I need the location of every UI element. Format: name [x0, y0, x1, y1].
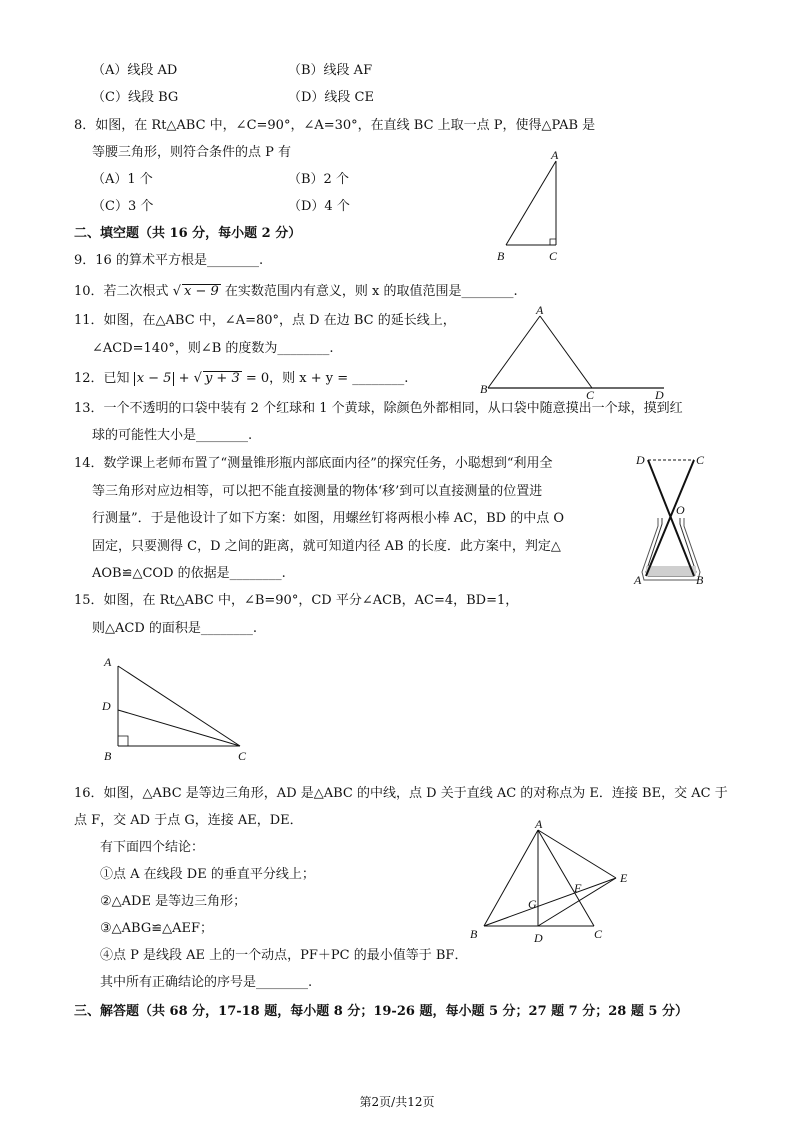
q14-label-d: D [636, 453, 645, 467]
q16-segment-ae [538, 830, 616, 878]
q12-prefix: 12．已知 [74, 371, 130, 386]
q8-label-a: A [551, 148, 559, 162]
section2-heading: 二、填空题（共 16 分，每小题 2 分） [74, 226, 302, 241]
q10-radicand: x − 9 [183, 284, 219, 299]
q15-line1: 15．如图，在 Rt△ABC 中，∠B=90°，CD 平分∠ACB，AC=4，BD=1， [74, 593, 519, 608]
q14-label-c: C [696, 453, 705, 467]
q16-conclusion-3: ③△ABG≌△AEF； [100, 921, 214, 936]
q15-segment-cd [118, 710, 240, 746]
q11-label-d: D [655, 388, 664, 402]
q14-line3: 行测量”．于是他设计了如下方案：如图，用螺丝钉将两根小棒 AC，BD 的中点 O [92, 511, 565, 526]
q16-label-a: A [535, 818, 543, 831]
q16-label-b: B [470, 927, 478, 941]
q8-line1: 8．如图，在 Rt△ABC 中，∠C=90°，∠A=30°，在直线 BC 上取一点 P，使得△PAB 是 [74, 118, 596, 133]
q11-side-ab [488, 316, 540, 388]
q10-suffix: 在实数范围内有意义，则 x 的取值范围是________. [224, 284, 518, 299]
q12-text [74, 370, 408, 388]
q12-radical: √ y + 3 [193, 371, 240, 386]
q10-text [74, 283, 518, 301]
q7-option-b: （B）线段 AF [288, 63, 373, 78]
q7-option-c: （C）线段 BG [92, 90, 179, 105]
q11-label-a: A [536, 303, 544, 317]
q16-label-d: D [534, 931, 543, 945]
q8-option-c: （C）3 个 [92, 199, 154, 214]
page-footer: 第2页/共12页 [359, 1095, 435, 1109]
q14-label-b: B [696, 573, 704, 587]
q7-option-d: （D）线段 CE [288, 90, 374, 105]
q8-label-b: B [497, 249, 505, 263]
q8-option-d: （D）4 个 [288, 199, 350, 214]
q16-label-f: F [574, 881, 582, 895]
q11-label-c: C [586, 388, 595, 402]
q16-line1: 16．如图，△ABC 是等边三角形，AD 是△ABC 的中线，点 D 关于直线 AC 的对称点为 E．连接 BE，交 AC 于 [74, 786, 728, 801]
q16-label-c: C [594, 927, 603, 941]
q13-line1: 13．一个不透明的口袋中装有 2 个红球和 1 个黄球，除颜色外都相同，从口袋中随意摸出一个球，摸到红 [74, 401, 683, 416]
q9-text: 9．16 的算术平方根是________. [74, 253, 264, 268]
q16-figure [464, 818, 644, 948]
q16-label-e: E [620, 871, 628, 885]
q14-line5: AOB≌△COD 的依据是________. [92, 566, 286, 581]
q8-figure [490, 145, 570, 265]
q16-conclusion-4: ④点 P 是线段 AE 上的一个动点，PF＋PC 的最小值等于 BF． [100, 948, 468, 963]
q15-label-d: D [102, 699, 111, 713]
q8-line2: 等腰三角形，则符合条件的点 P 有 [92, 145, 292, 160]
q16-side-ab [484, 830, 538, 926]
q15-side-ac [118, 666, 240, 746]
q15-line2: 则△ACD 的面积是________. [92, 621, 258, 636]
q11-side-ac [540, 316, 592, 388]
q12-plus: + [178, 371, 190, 386]
q15-label-a: A [104, 655, 112, 669]
q10-prefix: 10．若二次根式 [74, 284, 169, 299]
q16-intro: 有下面四个结论： [100, 840, 205, 855]
q12-equation: = 0，则 x + y = [245, 371, 349, 386]
q13-line2: 球的可能性大小是________. [92, 428, 253, 443]
q12-radicand: y + 3 [204, 371, 240, 386]
q14-label-o: O [676, 503, 685, 517]
q14-label-a: A [634, 573, 642, 587]
section3-heading: 三、解答题（共 68 分，17-18 题，每小题 8 分；19-26 题，每小题 5 分；27 题 7 分；28 题 5 分） [74, 1004, 688, 1019]
q12-abs-value: x − 5 [134, 372, 175, 386]
q8-label-c: C [549, 249, 558, 263]
q11-line2: ∠ACD=140°，则∠B 的度数为________. [92, 341, 334, 356]
q12-suffix: ________. [352, 371, 409, 386]
q14-line4: 固定，只要测得 C，D 之间的距离，就可知道内径 AB 的长度．此方案中，判定△ [92, 539, 561, 554]
q15-right-angle-mark [118, 736, 128, 746]
q10-radical: √ x − 9 [172, 284, 219, 299]
q15-label-b: B [104, 749, 112, 763]
q14-figure [632, 448, 722, 590]
q11-line1: 11．如图，在△ABC 中，∠A=80°，点 D 在边 BC 的延长线上， [74, 313, 456, 328]
q16-conclusion-1: ①点 A 在线段 DE 的垂直平分线上； [100, 867, 315, 882]
q16-question: 其中所有正确结论的序号是________. [100, 975, 313, 990]
q15-label-c: C [238, 749, 247, 763]
q8-option-b: （B）2 个 [288, 172, 349, 187]
q11-label-b: B [480, 382, 488, 396]
q14-flask-bottom [646, 566, 696, 576]
q16-side-ac [538, 830, 594, 926]
q11-figure [478, 302, 670, 402]
q8-side-ab [506, 161, 556, 245]
q16-line2: 点 F，交 AD 于点 G，连接 AE，DE． [74, 813, 303, 828]
q14-line1: 14．数学课上老师布置了“测量锥形瓶内部底面内径”的探究任务，小聪想到“利用全 [74, 456, 553, 471]
q15-figure [98, 652, 258, 768]
q8-right-angle-mark [550, 239, 556, 245]
q16-conclusion-2: ②△ADE 是等边三角形； [100, 894, 247, 909]
q16-label-g: G [528, 897, 537, 911]
q14-line2: 等三角形对应边相等，可以把不能直接测量的物体‘移’到可以直接测量的位置进 [92, 484, 543, 499]
q7-option-a: （A）线段 AD [92, 63, 178, 78]
q8-option-a: （A）1 个 [92, 172, 153, 187]
